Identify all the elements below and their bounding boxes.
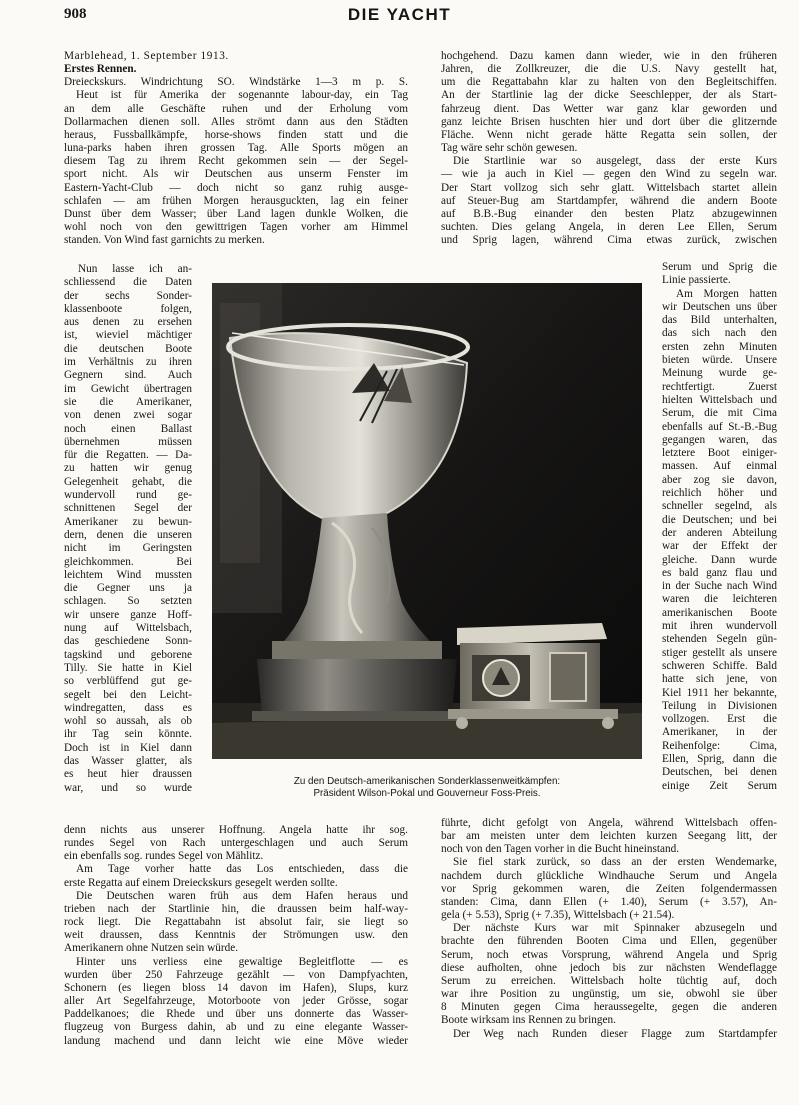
text-line: sie die Amerikaner,: [64, 395, 192, 408]
text-line: wir unsere ganze Hoff-: [64, 608, 192, 621]
text-line: übernehmen müssen: [64, 435, 192, 448]
text-line: dern, denen die unseren: [64, 528, 192, 541]
text-line: landung machend und dann leicht wie eine Möve wieder: [64, 1034, 408, 1047]
text-line: ganz leichte Brisen huschten hier und dort über die glitzernde: [441, 115, 777, 128]
text-line: Gelegenheit gehabt, die: [64, 475, 192, 488]
left-top-text: [64, 76, 408, 247]
text-line: wohl noch von den gewittrigen Tagen vorher am Himmel: [64, 221, 408, 234]
text-line: Reihenfolge: Cima,: [662, 739, 777, 752]
text-line: standen: Cima, dann Ellen (+ 1.40), Serum (+ 3.57), An-: [441, 895, 777, 908]
text-line: Heut ist für Amerika der sogenannte labour-day, ein Tag: [76, 89, 408, 102]
text-line: Ellen, Sprig, dann die: [662, 752, 777, 765]
text-line: vollzogen. Erst die: [662, 713, 777, 726]
text-line: Eastern-Yacht-Club — doch nicht so ganz ruhig ausge-: [64, 181, 408, 194]
text-line: Tilly. Sie hatte in Kiel: [64, 661, 192, 674]
text-line: erste Regatta auf einem Dreieckskurs gesegelt werden sollte.: [64, 876, 338, 889]
text-line: tagskind und geborene: [64, 648, 192, 661]
text-line: bar am meisten unter dem leichten kurzen Seegang litt, der: [441, 830, 777, 843]
text-line: Dreieckskurs. Windrichtung SO. Windstärke 1—3 m p. S.: [64, 76, 408, 89]
text-line: die Deutschen; und bei: [662, 513, 777, 526]
text-line: Sie fiel stark zurück, so dass an der ersten Wendemarke,: [453, 856, 777, 869]
section-heading: Erstes Rennen.: [64, 63, 137, 76]
text-line: nung auf Wittelsbach,: [64, 622, 192, 635]
text-line: vor Sprig gekommen waren, die Zeiten folgendermassen: [441, 882, 777, 895]
text-line: amerikanischen Boote: [662, 606, 777, 619]
text-line: Amerikanern ohne Nutzen sein würde.: [64, 942, 239, 955]
text-line: ihr Tag sein könnte.: [64, 728, 192, 741]
text-line: aber zog sie davon,: [662, 473, 777, 486]
text-line: Am Tage vorher hatte das Los entschieden, dass die: [76, 863, 408, 876]
text-line: Serum, die mit Cima: [662, 407, 777, 420]
text-line: stehenden Segeln gün-: [662, 633, 777, 646]
dateline: Marblehead, 1. September 1913.: [64, 50, 229, 62]
text-line: flugzeug von Burgess dahin, ab und zu eine elegante Wasser-: [64, 1021, 408, 1034]
text-line: in der Suche nach Wind: [662, 580, 777, 593]
caption-line-1: Zu den Deutsch-amerikanischen Sonderklassenweitkämpfen:: [293, 776, 561, 787]
text-line: um die Regattabahn klar zu halten von den Begleitschiffen.: [441, 76, 777, 89]
text-line: waren die leichteren: [662, 593, 777, 606]
text-line: wohl so aussah, als ob: [64, 715, 192, 728]
text-line: stiger gestellt als unsere: [662, 646, 777, 659]
text-line: hielten Wittelsbach und: [662, 393, 777, 406]
text-line: Teilung in Divisionen: [662, 699, 777, 712]
text-line: diese aufholten, ohne jedoch bis zur nächsten Wendeflagge: [441, 961, 777, 974]
text-line: ist, wieviel mächtiger: [64, 329, 192, 342]
text-line: es heut hier draussen: [64, 768, 192, 781]
text-line: ebenfalls auf St.-B.-Bug: [662, 420, 777, 433]
text-line: aus denen zu ersehen: [64, 316, 192, 329]
text-line: Doch ist in Kiel dann: [64, 741, 192, 754]
text-line: An der Startlinie lag der dicke Seeschlepper, der als Start-: [441, 89, 777, 102]
text-line: war, und so wurde: [64, 781, 192, 794]
text-line: Paddelkanoes; die Rhede und über uns donnerte das Wasser-: [64, 1008, 408, 1021]
text-line: Dunst über dem Wasser; über Land lagen dunkle Wolken, die: [64, 207, 408, 220]
text-line: es bald ganz flau und: [662, 566, 777, 579]
left-column-bottom: [64, 824, 408, 1048]
text-line: nachdem durch glückliche Windhauche Serum und Angela: [441, 869, 777, 882]
text-line: brachte den führenden Booten Cima und Ellen, gegenüber: [441, 935, 777, 948]
text-line: das geschiedene Sonn-: [64, 635, 192, 648]
text-line: schlafen — am frühen Morgen herausguckten, lag ein feiner: [64, 194, 408, 207]
text-line: führte, dicht gefolgt von Angela, während Wittelsbach offen-: [441, 817, 777, 829]
text-line: an dem alle Geschäfte ruhen und der Erholung vom: [64, 102, 408, 115]
text-line: für die Regatten. — Da-: [64, 449, 192, 462]
text-line: gleiche. Dann wurde: [662, 553, 777, 566]
right-column-top: [441, 50, 777, 247]
page-number: 908: [64, 6, 87, 22]
text-line: Linie passierte.: [662, 274, 731, 287]
text-line: ein ebenfalls sog. rundes Segel von Mählitz.: [64, 850, 264, 863]
text-line: das Wasser glatter, als: [64, 754, 192, 767]
text-line: Der Start vollzog sich sehr glatt. Wittelsbach startet allein: [441, 181, 777, 194]
trophy-photograph: [212, 283, 642, 759]
text-line: von denen zwei sogar: [64, 409, 192, 422]
text-line: hatte sich jene, von: [662, 673, 777, 686]
text-line: nicht im Geringsten: [64, 542, 192, 555]
text-line: Die Deutschen waren früh aus dem Hafen heraus und: [76, 889, 408, 902]
text-line: sport nicht. Als wir Deutschen aus unserm Fenster im: [64, 168, 408, 181]
text-line: Nun lasse ich an-: [78, 263, 192, 275]
text-line: das Bild unterhalten,: [662, 314, 777, 327]
text-line: schweren Schiffe. Bald: [662, 659, 777, 672]
text-line: die Gegner uns ja: [64, 582, 192, 595]
text-line: letztere Boot einiger-: [662, 447, 777, 460]
text-line: reichlich höher und: [662, 487, 777, 500]
text-line: ersten zehn Minuten: [662, 340, 777, 353]
text-line: windregatten, dass es: [64, 701, 192, 714]
text-line: noch einen Ballast: [64, 422, 192, 435]
text-line: Am Morgen hatten: [676, 287, 777, 300]
text-line: schnittenen Segel der: [64, 502, 192, 515]
text-line: Meinung wurde ge-: [662, 367, 777, 380]
text-line: Der Weg nach Runden dieser Flagge zum Startdampfer: [453, 1027, 777, 1040]
text-line: massen. Auf einmal: [662, 460, 777, 473]
text-line: auf B.B.-Bug einander den besten Platz abzugewinnen: [441, 207, 777, 220]
text-line: zu hatten wir genug: [64, 462, 192, 475]
text-line: Deutschen, bei denen: [662, 766, 777, 779]
left-narrow-text: [64, 263, 192, 795]
text-line: so verblüffend gut ge-: [64, 675, 192, 688]
text-line: der sechs Sonder-: [64, 289, 192, 302]
right-narrow-text: [662, 261, 777, 793]
text-line: und Sprig lagen, während Cima etwas zurück, zwischen: [441, 234, 777, 247]
text-line: Gegnern sind. Auch: [64, 369, 192, 382]
text-line: heraus, Fussballkämpfe, horse-shows finden statt und die: [64, 128, 408, 141]
text-line: das sich nach den: [662, 327, 777, 340]
text-line: schliessend die Daten: [64, 276, 192, 289]
text-line: segelt bei den Leicht-: [64, 688, 192, 701]
text-line: fahrzeug dient. Das Wetter war ganz klar geworden und: [441, 102, 777, 115]
text-line: wir Deutschen uns über: [662, 300, 777, 313]
text-line: noch von den Tagen vorher in die Bucht hineinstand.: [441, 843, 680, 856]
text-line: Jahren, die Zollkreuzer, die die U.S. Navy gestellt hat,: [441, 63, 777, 76]
text-line: Fläche. Wenn nicht gerade hätte Regatta sein sollen, der: [441, 128, 777, 141]
text-line: Schonern (es liegen bloss 14 davon im Hafen), Slups, kurz: [64, 981, 408, 994]
text-line: trieben nach der Startlinie hin, die draussen beim half-way-: [64, 902, 408, 915]
text-line: war ihre Position zu ungünstig, um sie, obwohl sie über: [441, 988, 777, 1001]
left-column-top: [64, 50, 408, 247]
text-line: Hinter uns verliess eine gewaltige Begleitflotte — es: [76, 955, 408, 968]
text-line: einige Zeit Serum: [662, 779, 777, 792]
text-line: weit draussen, dass Kenntnis der Strömungen usw. den: [64, 929, 408, 942]
caption-line-2: Präsident Wilson-Pokal und Gouverneur Foss-Preis.: [313, 788, 541, 799]
text-line: diesem Tag zu ihrem Recht gekommen sein — der Segel-: [64, 155, 408, 168]
text-line: luna-parks haben ihren grossen Tag. Alle Sports mögen an: [64, 142, 408, 155]
text-line: mit ihren wundervoll: [662, 620, 777, 633]
text-line: Amerikaner, in der: [662, 726, 777, 739]
right-column-bottom: [441, 817, 777, 1041]
text-line: bieten würde. Unsere: [662, 354, 777, 367]
text-line: hochgehend. Dazu kamen dann wieder, wie in den früheren: [441, 50, 777, 62]
text-line: leichtem Wind mussten: [64, 568, 192, 581]
text-line: Tag wäre sehr schön gewesen.: [441, 142, 578, 155]
text-line: Serum zu erreichen. Wittelsbach holte tüchtig auf, doch: [441, 974, 777, 987]
text-line: Die Startlinie war so ausgelegt, dass der erste Kurs: [453, 155, 777, 168]
text-line: der anderen Abteilung: [662, 526, 777, 539]
text-line: wurden über 250 Fahrzeuge gezählt — von Dampfyachten,: [64, 968, 408, 981]
text-line: war der Effekt der: [662, 540, 777, 553]
text-line: gela (+ 5.53), Sprig (+ 7.35), Wittelsbach (+ 21.54).: [441, 909, 675, 922]
text-line: rechtfertigt. Zuerst: [662, 380, 777, 393]
text-line: 8 Minuten gegen Cima heraussegelte, gegen die anderen: [441, 1001, 777, 1014]
text-line: Serum, noch etwas Vorsprung, während Angela und Sprig: [441, 948, 777, 961]
page-header-title: DIE YACHT: [347, 5, 452, 24]
text-line: Boote wirksam ins Rennen zu bringen.: [441, 1014, 616, 1027]
text-line: Kiel 1911 her bekannte,: [662, 686, 777, 699]
text-line: auf Steuer-Bug am Startdampfer, während die andern Boote: [441, 194, 777, 207]
text-line: im Gewicht übertragen: [64, 382, 192, 395]
text-line: gegangen waren, das: [662, 433, 777, 446]
text-line: rock liegt. Die Regattabahn ist absolut fair, sie liegt so: [64, 916, 408, 929]
text-line: klassenboote folgen,: [64, 302, 192, 315]
text-line: gleichkommen. Bei: [64, 555, 192, 568]
trophy-image: [212, 283, 642, 759]
text-line: standen. Von Wind fast garnichts zu merken.: [64, 234, 265, 247]
text-line: die deutschen Boote: [64, 342, 192, 355]
text-line: rundes Segel von Rach untergeschlagen und auch Serum: [64, 837, 408, 850]
text-line: Dollarmachen dienen soll. Alles strömt dann aus den Städten: [64, 115, 408, 128]
figure-caption: [262, 776, 592, 800]
text-line: suchten. Dies gelang Angela, in deren Lee Ellen, Serum: [441, 221, 777, 234]
text-line: schneller segelnd, als: [662, 500, 777, 513]
text-line: wundervoll rund ge-: [64, 489, 192, 502]
text-line: aller Art Segelfahrzeuge, Motorboote von jeder Grösse, sogar: [64, 995, 408, 1008]
text-line: — wie ja auch in Kiel — gegen den Wind zu segeln war.: [441, 168, 777, 181]
text-line: Der nächste Kurs war mit Spinnaker abzusegeln und: [453, 922, 777, 935]
text-line: im Verhältnis zu ihren: [64, 356, 192, 369]
text-line: denn nichts aus unserer Hoffnung. Angela hatte ihr sog.: [64, 824, 408, 836]
text-line: schlagen. So setzten: [64, 595, 192, 608]
text-line: Amerikaner zu bewun-: [64, 515, 192, 528]
text-line: Serum und Sprig die: [662, 261, 777, 273]
